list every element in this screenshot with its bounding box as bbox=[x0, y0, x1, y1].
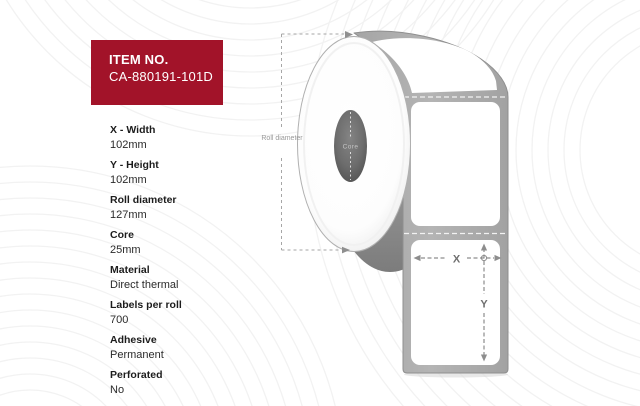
spec-list bbox=[110, 123, 260, 403]
spec-value: 25mm bbox=[110, 244, 141, 256]
spec-value: Permanent bbox=[110, 349, 164, 361]
spec-label: Y - Height bbox=[110, 159, 159, 171]
spec-label: Roll diameter bbox=[110, 194, 177, 206]
spec-material bbox=[110, 263, 260, 293]
spec-perforated bbox=[110, 368, 260, 398]
item-number-box bbox=[91, 40, 223, 105]
spec-roll-diameter bbox=[110, 193, 260, 223]
spec-value: 102mm bbox=[110, 139, 147, 151]
spec-value: 700 bbox=[110, 314, 129, 326]
spec-value: Direct thermal bbox=[110, 279, 179, 291]
spec-label: Labels per roll bbox=[110, 299, 182, 311]
x-dimension-label: X bbox=[452, 253, 461, 266]
core-label: Core bbox=[342, 143, 359, 151]
spec-y-height bbox=[110, 158, 260, 188]
spec-adhesive bbox=[110, 333, 260, 363]
label-middle bbox=[411, 102, 500, 226]
spec-label: Perforated bbox=[110, 369, 163, 381]
item-number: CA-880191-101D bbox=[109, 69, 213, 84]
spec-label: Material bbox=[110, 264, 150, 276]
spec-x-width bbox=[110, 123, 260, 153]
spec-label: Core bbox=[110, 229, 134, 241]
spec-label: X - Width bbox=[110, 124, 156, 136]
spec-core bbox=[110, 228, 260, 258]
spec-value: 102mm bbox=[110, 174, 147, 186]
spec-value: 127mm bbox=[110, 209, 147, 221]
item-no-heading: ITEM NO. bbox=[109, 52, 169, 67]
spec-value: No bbox=[110, 384, 125, 396]
spec-labels-per-roll bbox=[110, 298, 260, 328]
spec-label: Adhesive bbox=[110, 334, 157, 346]
y-dimension-label: Y bbox=[480, 298, 488, 311]
roll-diameter-dimension-label: Roll diameter bbox=[261, 135, 303, 142]
